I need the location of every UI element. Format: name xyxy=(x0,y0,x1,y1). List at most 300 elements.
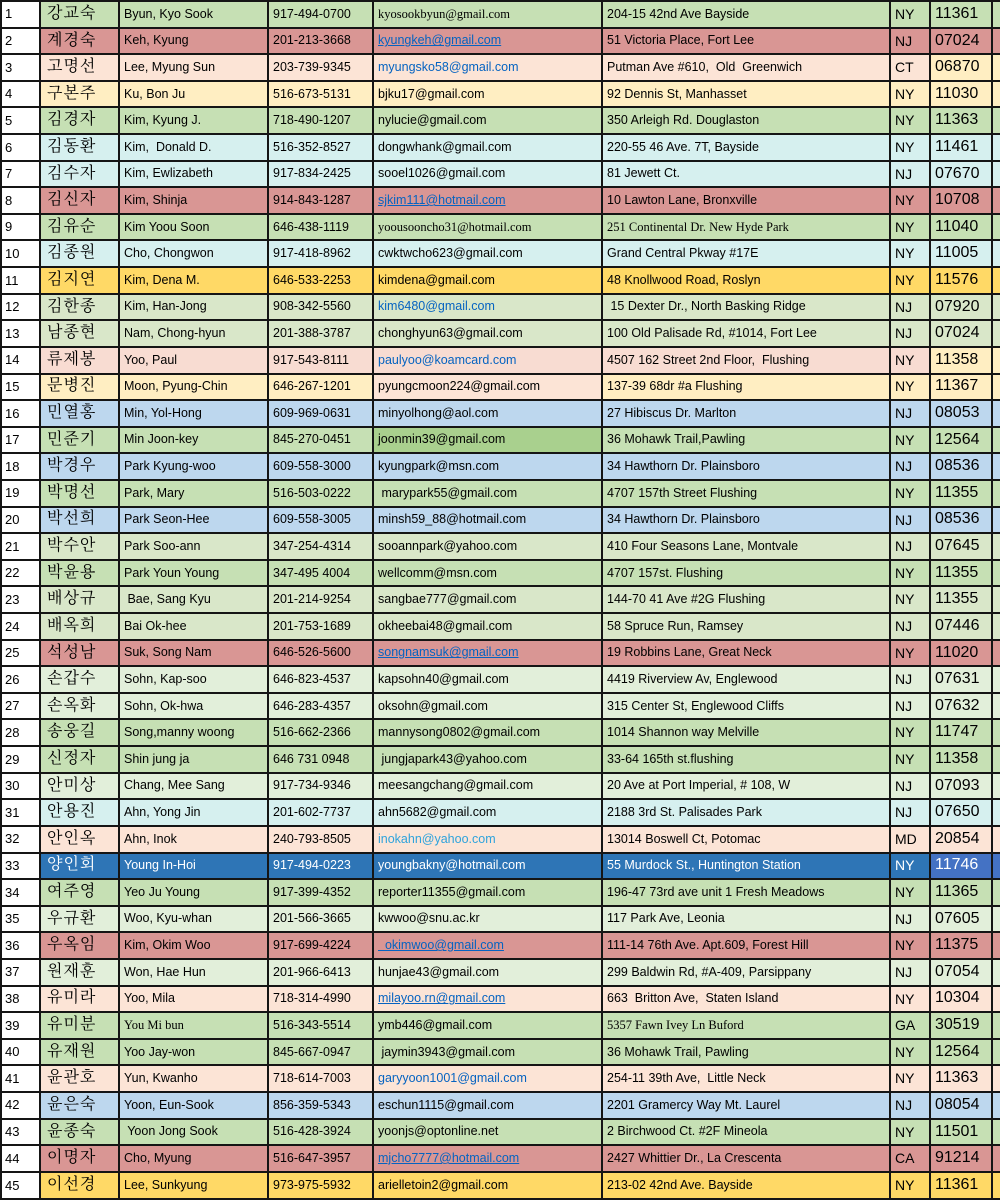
row-number-cell: 45 xyxy=(1,1172,40,1199)
zip-cell: 11358 xyxy=(930,746,992,773)
address-cell: 2427 Whittier Dr., La Crescenta xyxy=(602,1145,890,1172)
english-name-cell: Won, Hae Hun xyxy=(119,959,268,986)
address-cell: 254-11 39th Ave, Little Neck xyxy=(602,1065,890,1092)
english-name-cell: Shin jung ja xyxy=(119,746,268,773)
zip-cell: 11367 xyxy=(930,374,992,401)
address-cell: 15 Dexter Dr., North Basking Ridge xyxy=(602,294,890,321)
zip-cell: 07650 xyxy=(930,799,992,826)
english-name-cell: Ahn, Inok xyxy=(119,826,268,853)
state-cell: NJ xyxy=(890,533,930,560)
row-number-cell: 5 xyxy=(1,107,40,134)
state-cell: NJ xyxy=(890,693,930,720)
korean-name-cell: 김유순 xyxy=(40,214,119,241)
english-name-cell: Park Youn Young xyxy=(119,560,268,587)
state-cell: NY xyxy=(890,81,930,108)
zip-cell: 07920 xyxy=(930,294,992,321)
email-cell: marypark55@gmail.com xyxy=(373,480,602,507)
edge-strip-cell xyxy=(992,507,1000,534)
row-number-cell: 30 xyxy=(1,773,40,800)
table-row xyxy=(1,799,1000,826)
edge-strip-cell xyxy=(992,959,1000,986)
phone-cell: 201-602-7737 xyxy=(268,799,373,826)
korean-name-cell: 문병진 xyxy=(40,374,119,401)
edge-strip-cell xyxy=(992,986,1000,1013)
address-cell: 48 Knollwood Road, Roslyn xyxy=(602,267,890,294)
phone-cell: 917-494-0223 xyxy=(268,853,373,880)
english-name-cell: Park Soo-ann xyxy=(119,533,268,560)
table-row xyxy=(1,1172,1000,1199)
english-name-cell: Min Joon-key xyxy=(119,427,268,454)
address-cell: Grand Central Pkway #17E xyxy=(602,240,890,267)
state-cell: NJ xyxy=(890,507,930,534)
zip-cell: 30519 xyxy=(930,1012,992,1039)
phone-cell: 646-823-4537 xyxy=(268,666,373,693)
table-row xyxy=(1,613,1000,640)
email-cell[interactable]: sjkim111@hotmail.com xyxy=(373,187,602,214)
address-cell: 92 Dennis St, Manhasset xyxy=(602,81,890,108)
edge-strip-cell xyxy=(992,1,1000,28)
row-number-cell: 36 xyxy=(1,932,40,959)
zip-cell: 07024 xyxy=(930,320,992,347)
korean-name-cell: 손옥화 xyxy=(40,693,119,720)
address-cell: 20 Ave at Port Imperial, # 108, W xyxy=(602,773,890,800)
email-cell: kimdena@gmail.com xyxy=(373,267,602,294)
email-cell: sooannpark@yahoo.com xyxy=(373,533,602,560)
address-cell: 1014 Shannon way Melville xyxy=(602,719,890,746)
english-name-cell: Kim Yoou Soon xyxy=(119,214,268,241)
row-number-cell: 41 xyxy=(1,1065,40,1092)
row-number-cell: 34 xyxy=(1,879,40,906)
edge-strip-cell xyxy=(992,773,1000,800)
edge-strip-cell xyxy=(992,1012,1000,1039)
state-cell: NY xyxy=(890,240,930,267)
zip-cell: 07670 xyxy=(930,161,992,188)
phone-cell: 516-503-0222 xyxy=(268,480,373,507)
email-cell[interactable]: okimwoo@gmail.com xyxy=(373,932,602,959)
row-number-cell: 10 xyxy=(1,240,40,267)
state-cell: NJ xyxy=(890,613,930,640)
email-cell: yoonjs@optonline.net xyxy=(373,1119,602,1146)
english-name-cell: Ahn, Yong Jin xyxy=(119,799,268,826)
table-row xyxy=(1,453,1000,480)
address-cell: 144-70 41 Ave #2G Flushing xyxy=(602,586,890,613)
row-number-cell: 12 xyxy=(1,294,40,321)
address-cell: 111-14 76th Ave. Apt.609, Forest Hill xyxy=(602,932,890,959)
korean-name-cell: 윤종숙 xyxy=(40,1119,119,1146)
state-cell: NJ xyxy=(890,773,930,800)
table-row xyxy=(1,1119,1000,1146)
korean-name-cell: 김한종 xyxy=(40,294,119,321)
zip-cell: 11365 xyxy=(930,879,992,906)
korean-name-cell: 우규환 xyxy=(40,906,119,933)
table-row xyxy=(1,1092,1000,1119)
korean-name-cell: 여주영 xyxy=(40,879,119,906)
address-cell: 13014 Boswell Ct, Potomac xyxy=(602,826,890,853)
address-cell: 4707 157th Street Flushing xyxy=(602,480,890,507)
email-cell: yoousooncho31@hotmail.com xyxy=(373,214,602,241)
korean-name-cell: 유미분 xyxy=(40,1012,119,1039)
table-row xyxy=(1,746,1000,773)
address-cell: 81 Jewett Ct. xyxy=(602,161,890,188)
email-cell: minsh59_88@hotmail.com xyxy=(373,507,602,534)
english-name-cell: Lee, Myung Sun xyxy=(119,54,268,81)
email-cell: minyolhong@aol.com xyxy=(373,400,602,427)
zip-cell: 07632 xyxy=(930,693,992,720)
row-number-cell: 33 xyxy=(1,853,40,880)
phone-cell: 718-314-4990 xyxy=(268,986,373,1013)
edge-strip-cell xyxy=(992,134,1000,161)
row-number-cell: 6 xyxy=(1,134,40,161)
address-cell: 251 Continental Dr. New Hyde Park xyxy=(602,214,890,241)
edge-strip-cell xyxy=(992,347,1000,374)
state-cell: NJ xyxy=(890,906,930,933)
row-number-cell: 42 xyxy=(1,1092,40,1119)
english-name-cell: Kim, Donald D. xyxy=(119,134,268,161)
email-cell[interactable]: paulyoo@koamcard.com xyxy=(373,347,602,374)
zip-cell: 07605 xyxy=(930,906,992,933)
zip-cell: 11355 xyxy=(930,560,992,587)
zip-cell: 11363 xyxy=(930,107,992,134)
email-cell[interactable]: songnamsuk@gmail.com xyxy=(373,640,602,667)
row-number-cell: 23 xyxy=(1,586,40,613)
address-cell: 4419 Riverview Av, Englewood xyxy=(602,666,890,693)
english-name-cell: Kim, Ewlizabeth xyxy=(119,161,268,188)
edge-strip-cell xyxy=(992,187,1000,214)
email-cell: oksohn@gmail.com xyxy=(373,693,602,720)
edge-strip-cell xyxy=(992,853,1000,880)
edge-strip-cell xyxy=(992,374,1000,401)
edge-strip-cell xyxy=(992,1092,1000,1119)
english-name-cell: Sohn, Ok-hwa xyxy=(119,693,268,720)
korean-name-cell: 유미라 xyxy=(40,986,119,1013)
row-number-cell: 28 xyxy=(1,719,40,746)
phone-cell: 845-270-0451 xyxy=(268,427,373,454)
table-row xyxy=(1,507,1000,534)
korean-name-cell: 김동환 xyxy=(40,134,119,161)
korean-name-cell: 안인옥 xyxy=(40,826,119,853)
edge-strip-cell xyxy=(992,799,1000,826)
row-number-cell: 43 xyxy=(1,1119,40,1146)
state-cell: NJ xyxy=(890,959,930,986)
phone-cell: 201-214-9254 xyxy=(268,586,373,613)
english-name-cell: You Mi bun xyxy=(119,1012,268,1039)
zip-cell: 11461 xyxy=(930,134,992,161)
email-cell: kapsohn40@gmail.com xyxy=(373,666,602,693)
state-cell: NY xyxy=(890,879,930,906)
phone-cell: 856-359-5343 xyxy=(268,1092,373,1119)
korean-name-cell: 윤관호 xyxy=(40,1065,119,1092)
zip-cell: 08053 xyxy=(930,400,992,427)
address-cell: 410 Four Seasons Lane, Montvale xyxy=(602,533,890,560)
row-number-cell: 11 xyxy=(1,267,40,294)
zip-cell: 91214 xyxy=(930,1145,992,1172)
phone-cell: 516-662-2366 xyxy=(268,719,373,746)
email-cell: kwwoo@snu.ac.kr xyxy=(373,906,602,933)
row-number-cell: 2 xyxy=(1,28,40,55)
row-number-cell: 37 xyxy=(1,959,40,986)
address-cell: 137-39 68dr #a Flushing xyxy=(602,374,890,401)
phone-cell: 347-254-4314 xyxy=(268,533,373,560)
english-name-cell: Bai Ok-hee xyxy=(119,613,268,640)
english-name-cell: Kim, Dena M. xyxy=(119,267,268,294)
zip-cell: 07645 xyxy=(930,533,992,560)
table-row xyxy=(1,1,1000,28)
english-name-cell: Park Kyung-woo xyxy=(119,453,268,480)
zip-cell: 11358 xyxy=(930,347,992,374)
table-row xyxy=(1,400,1000,427)
korean-name-cell: 김신자 xyxy=(40,187,119,214)
address-cell: 5357 Fawn Ivey Ln Buford xyxy=(602,1012,890,1039)
english-name-cell: Kim, Han-Jong xyxy=(119,294,268,321)
address-cell: 34 Hawthorn Dr. Plainsboro xyxy=(602,507,890,534)
korean-name-cell: 양인회 xyxy=(40,853,119,880)
table-row xyxy=(1,853,1000,880)
address-cell: 2201 Gramercy Way Mt. Laurel xyxy=(602,1092,890,1119)
english-name-cell: Yeo Ju Young xyxy=(119,879,268,906)
address-cell: 10 Lawton Lane, Bronxville xyxy=(602,187,890,214)
table-row xyxy=(1,134,1000,161)
address-cell: 204-15 42nd Ave Bayside xyxy=(602,1,890,28)
korean-name-cell: 류제봉 xyxy=(40,347,119,374)
zip-cell: 06870 xyxy=(930,54,992,81)
korean-name-cell: 박경우 xyxy=(40,453,119,480)
phone-cell: 347-495 4004 xyxy=(268,560,373,587)
korean-name-cell: 김지연 xyxy=(40,267,119,294)
state-cell: NY xyxy=(890,746,930,773)
email-cell[interactable]: myungsko58@gmail.com xyxy=(373,54,602,81)
phone-cell: 203-739-9345 xyxy=(268,54,373,81)
edge-strip-cell xyxy=(992,1119,1000,1146)
phone-cell: 646-438-1119 xyxy=(268,214,373,241)
zip-cell: 11361 xyxy=(930,1,992,28)
phone-cell: 718-490-1207 xyxy=(268,107,373,134)
email-cell: jungjapark43@yahoo.com xyxy=(373,746,602,773)
edge-strip-cell xyxy=(992,560,1000,587)
address-cell: 220-55 46 Ave. 7T, Bayside xyxy=(602,134,890,161)
state-cell: NY xyxy=(890,1039,930,1066)
phone-cell: 917-418-8962 xyxy=(268,240,373,267)
state-cell: MD xyxy=(890,826,930,853)
table-row xyxy=(1,826,1000,853)
row-number-cell: 16 xyxy=(1,400,40,427)
state-cell: NY xyxy=(890,1065,930,1092)
phone-cell: 917-734-9346 xyxy=(268,773,373,800)
row-number-cell: 29 xyxy=(1,746,40,773)
state-cell: NY xyxy=(890,853,930,880)
state-cell: NY xyxy=(890,640,930,667)
phone-cell: 917-543-8111 xyxy=(268,347,373,374)
state-cell: NY xyxy=(890,214,930,241)
table-row xyxy=(1,294,1000,321)
phone-cell: 914-843-1287 xyxy=(268,187,373,214)
korean-name-cell: 원재훈 xyxy=(40,959,119,986)
table-row xyxy=(1,347,1000,374)
row-number-cell: 7 xyxy=(1,161,40,188)
row-number-cell: 44 xyxy=(1,1145,40,1172)
english-name-cell: Cho, Myung xyxy=(119,1145,268,1172)
phone-cell: 646 731 0948 xyxy=(268,746,373,773)
email-cell: cwktwcho623@gmail.com xyxy=(373,240,602,267)
address-cell: 100 Old Palisade Rd, #1014, Fort Lee xyxy=(602,320,890,347)
state-cell: NY xyxy=(890,187,930,214)
email-cell: pyungcmoon224@gmail.com xyxy=(373,374,602,401)
email-cell: mannysong0802@gmail.com xyxy=(373,719,602,746)
edge-strip-cell xyxy=(992,267,1000,294)
table-row xyxy=(1,640,1000,667)
english-name-cell: Suk, Song Nam xyxy=(119,640,268,667)
english-name-cell: Kim, Kyung J. xyxy=(119,107,268,134)
edge-strip-cell xyxy=(992,1145,1000,1172)
address-cell: 350 Arleigh Rd. Douglaston xyxy=(602,107,890,134)
table-row xyxy=(1,427,1000,454)
state-cell: CA xyxy=(890,1145,930,1172)
table-row xyxy=(1,586,1000,613)
edge-strip-cell xyxy=(992,533,1000,560)
zip-cell: 11361 xyxy=(930,1172,992,1199)
phone-cell: 609-969-0631 xyxy=(268,400,373,427)
korean-name-cell: 신정자 xyxy=(40,746,119,773)
phone-cell: 201-753-1689 xyxy=(268,613,373,640)
korean-name-cell: 박명선 xyxy=(40,480,119,507)
table-row xyxy=(1,267,1000,294)
state-cell: NJ xyxy=(890,453,930,480)
email-cell[interactable]: kim6480@gmail.com xyxy=(373,294,602,321)
state-cell: NY xyxy=(890,427,930,454)
row-number-cell: 26 xyxy=(1,666,40,693)
email-cell: sooel1026@gmail.com xyxy=(373,161,602,188)
contact-table-body xyxy=(1,1,1000,1199)
english-name-cell: Sohn, Kap-soo xyxy=(119,666,268,693)
zip-cell: 12564 xyxy=(930,1039,992,1066)
row-number-cell: 32 xyxy=(1,826,40,853)
table-row xyxy=(1,1039,1000,1066)
state-cell: NY xyxy=(890,986,930,1013)
korean-name-cell: 남종현 xyxy=(40,320,119,347)
korean-name-cell: 박윤용 xyxy=(40,560,119,587)
state-cell: NY xyxy=(890,1,930,28)
email-cell: nylucie@gmail.com xyxy=(373,107,602,134)
phone-cell: 908-342-5560 xyxy=(268,294,373,321)
state-cell: NY xyxy=(890,932,930,959)
english-name-cell: Ku, Bon Ju xyxy=(119,81,268,108)
row-number-cell: 3 xyxy=(1,54,40,81)
english-name-cell: Woo, Kyu-whan xyxy=(119,906,268,933)
email-cell[interactable]: inokahn@yahoo.com xyxy=(373,826,602,853)
row-number-cell: 8 xyxy=(1,187,40,214)
zip-cell: 10304 xyxy=(930,986,992,1013)
phone-cell: 516-647-3957 xyxy=(268,1145,373,1172)
english-name-cell: Yoo, Mila xyxy=(119,986,268,1013)
phone-cell: 201-213-3668 xyxy=(268,28,373,55)
row-number-cell: 14 xyxy=(1,347,40,374)
english-name-cell: Kim, Shinja xyxy=(119,187,268,214)
zip-cell: 11746 xyxy=(930,853,992,880)
english-name-cell: Yoo, Paul xyxy=(119,347,268,374)
state-cell: NY xyxy=(890,1172,930,1199)
email-cell[interactable]: garyyoon1001@gmail.com xyxy=(373,1065,602,1092)
address-cell: 315 Center St, Englewood Cliffs xyxy=(602,693,890,720)
table-row xyxy=(1,959,1000,986)
email-cell[interactable]: milayoo.rn@gmail.com xyxy=(373,986,602,1013)
state-cell: NY xyxy=(890,480,930,507)
korean-name-cell: 안용진 xyxy=(40,799,119,826)
address-cell: 55 Murdock St., Huntington Station xyxy=(602,853,890,880)
row-number-cell: 25 xyxy=(1,640,40,667)
phone-cell: 609-558-3000 xyxy=(268,453,373,480)
edge-strip-cell xyxy=(992,826,1000,853)
table-row xyxy=(1,719,1000,746)
address-cell: 2 Birchwood Ct. #2F Mineola xyxy=(602,1119,890,1146)
zip-cell: 11040 xyxy=(930,214,992,241)
state-cell: NY xyxy=(890,347,930,374)
zip-cell: 11501 xyxy=(930,1119,992,1146)
english-name-cell: Song,manny woong xyxy=(119,719,268,746)
edge-strip-cell xyxy=(992,906,1000,933)
phone-cell: 917-494-0700 xyxy=(268,1,373,28)
korean-name-cell: 유재원 xyxy=(40,1039,119,1066)
zip-cell: 11576 xyxy=(930,267,992,294)
address-cell: 2188 3rd St. Palisades Park xyxy=(602,799,890,826)
korean-name-cell: 송웅길 xyxy=(40,719,119,746)
zip-cell: 11005 xyxy=(930,240,992,267)
table-row xyxy=(1,480,1000,507)
zip-cell: 07054 xyxy=(930,959,992,986)
korean-name-cell: 김종원 xyxy=(40,240,119,267)
phone-cell: 718-614-7003 xyxy=(268,1065,373,1092)
state-cell: GA xyxy=(890,1012,930,1039)
edge-strip-cell xyxy=(992,1065,1000,1092)
email-cell[interactable]: kyungkeh@gmail.com xyxy=(373,28,602,55)
email-cell: okheebai48@gmail.com xyxy=(373,613,602,640)
edge-strip-cell xyxy=(992,879,1000,906)
zip-cell: 08536 xyxy=(930,507,992,534)
state-cell: NY xyxy=(890,586,930,613)
korean-name-cell: 김수자 xyxy=(40,161,119,188)
korean-name-cell: 박수안 xyxy=(40,533,119,560)
zip-cell: 20854 xyxy=(930,826,992,853)
edge-strip-cell xyxy=(992,693,1000,720)
email-cell: arielletoin2@gmail.com xyxy=(373,1172,602,1199)
email-cell: eschun1115@gmail.com xyxy=(373,1092,602,1119)
email-cell: ymb446@gmail.com xyxy=(373,1012,602,1039)
korean-name-cell: 민열홍 xyxy=(40,400,119,427)
phone-cell: 201-966-6413 xyxy=(268,959,373,986)
email-cell: joonmin39@gmail.com xyxy=(373,427,602,454)
address-cell: 19 Robbins Lane, Great Neck xyxy=(602,640,890,667)
phone-cell: 646-533-2253 xyxy=(268,267,373,294)
address-cell: 51 Victoria Place, Fort Lee xyxy=(602,28,890,55)
korean-name-cell: 석성남 xyxy=(40,640,119,667)
zip-cell: 08054 xyxy=(930,1092,992,1119)
zip-cell: 11355 xyxy=(930,480,992,507)
english-name-cell: Park, Mary xyxy=(119,480,268,507)
state-cell: NY xyxy=(890,719,930,746)
english-name-cell: Yoo Jay-won xyxy=(119,1039,268,1066)
english-name-cell: Keh, Kyung xyxy=(119,28,268,55)
korean-name-cell: 배상규 xyxy=(40,586,119,613)
address-cell: 36 Mohawk Trail, Pawling xyxy=(602,1039,890,1066)
email-cell: bjku17@gmail.com xyxy=(373,81,602,108)
zip-cell: 10708 xyxy=(930,187,992,214)
email-cell: reporter11355@gmail.com xyxy=(373,879,602,906)
korean-name-cell: 고명선 xyxy=(40,54,119,81)
state-cell: NY xyxy=(890,134,930,161)
email-cell: kyungpark@msn.com xyxy=(373,453,602,480)
phone-cell: 201-388-3787 xyxy=(268,320,373,347)
edge-strip-cell xyxy=(992,161,1000,188)
phone-cell: 516-352-8527 xyxy=(268,134,373,161)
email-cell[interactable]: mjcho7777@hotmail.com xyxy=(373,1145,602,1172)
